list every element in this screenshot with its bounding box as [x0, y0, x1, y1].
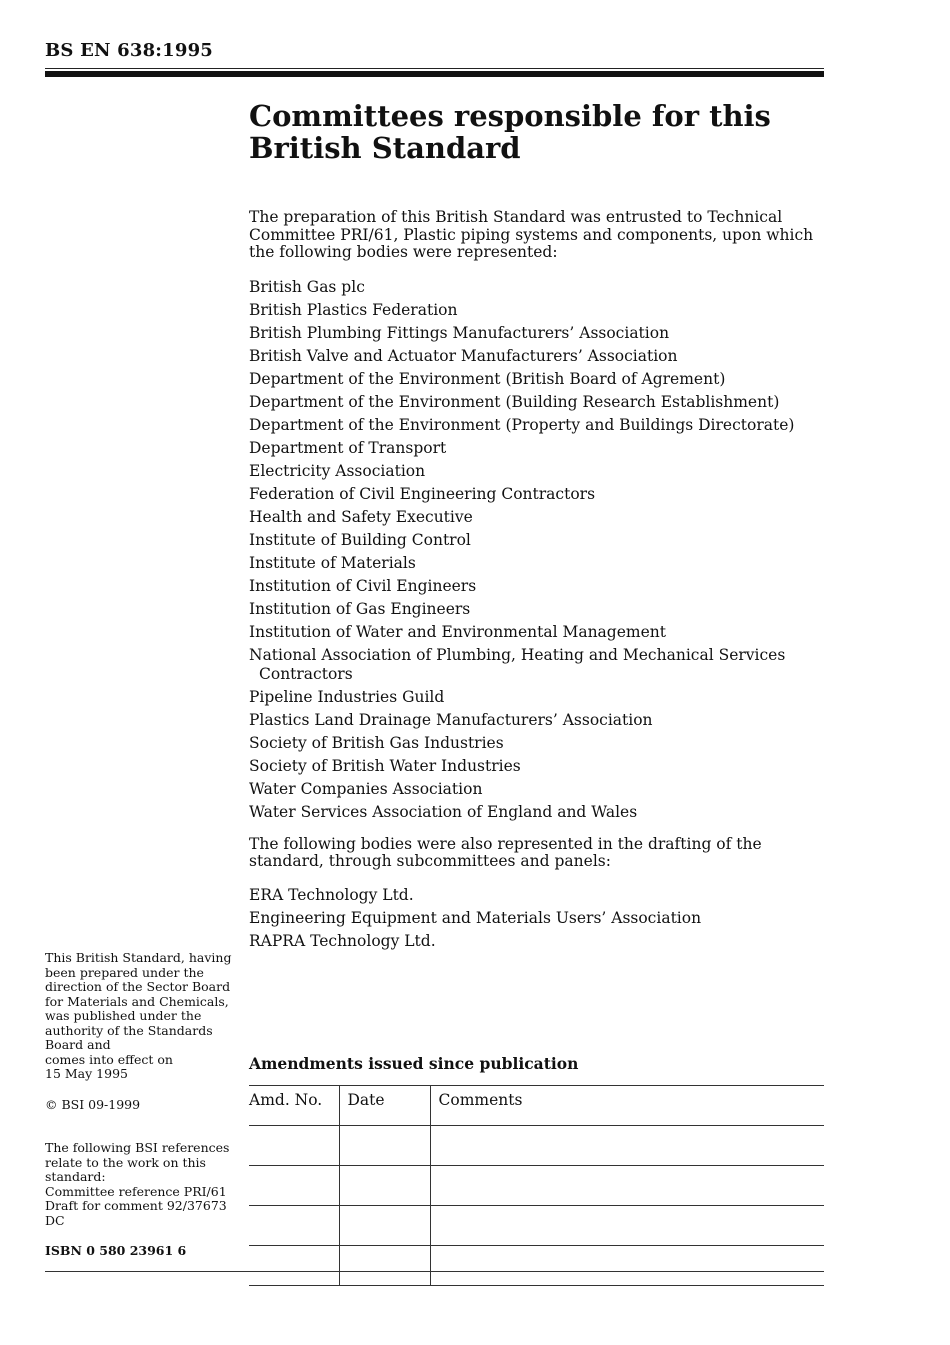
- copyright-note: © BSI 09-1999: [45, 1097, 141, 1112]
- represented-body: British Gas plc: [249, 277, 365, 296]
- amendment-row: [249, 1166, 824, 1206]
- header-rule-thin: [45, 68, 824, 69]
- represented-body: Department of Transport: [249, 438, 447, 457]
- isbn: ISBN 0 580 23961 6: [45, 1243, 187, 1258]
- amendment-cell: [430, 1246, 824, 1286]
- bsi-references-note: [45, 1141, 240, 1228]
- represented-body: Institute of Materials: [249, 553, 416, 572]
- amendment-cell: [339, 1206, 430, 1246]
- amendment-cell: [249, 1126, 339, 1166]
- amendments-table: [249, 1085, 824, 1286]
- note-line: for Materials and Chemicals,: [45, 993, 229, 1009]
- note-line: direction of the Sector Board: [45, 979, 231, 994]
- amendment-cell: [430, 1166, 824, 1206]
- publication-note: [45, 951, 240, 1082]
- represented-body: Health and Safety Executive: [249, 507, 473, 526]
- note-line: was published under the: [45, 1008, 202, 1023]
- amendment-cell: [339, 1166, 430, 1206]
- note-line: 15 May 1995: [45, 1066, 128, 1081]
- represented-body: Society of British Water Industries: [249, 756, 521, 775]
- amendment-cell: [249, 1246, 339, 1286]
- note-line: This British Standard, having: [45, 950, 232, 965]
- amendment-cell: [339, 1246, 430, 1286]
- note-line: been prepared under the: [45, 964, 204, 980]
- represented-body: Institution of Water and Environmental Management: [249, 622, 666, 641]
- amendment-row: [249, 1126, 824, 1166]
- amendment-cell: [430, 1126, 824, 1166]
- amendment-cell: [249, 1206, 339, 1246]
- amd-no-header: Amd. No.: [249, 1086, 339, 1126]
- amendment-cell: [249, 1166, 339, 1206]
- note-line: The following BSI references: [45, 1140, 230, 1155]
- amendment-cell: [430, 1206, 824, 1246]
- represented-body: Plastics Land Drainage Manufacturers’ Association: [249, 710, 653, 729]
- note-line: relate to the work on this: [45, 1154, 206, 1170]
- represented-body: British Valve and Actuator Manufacturers’ Association: [249, 346, 678, 365]
- represented-body: Department of the Environment (British Board of Agrement): [249, 369, 726, 388]
- represented-body: Pipeline Industries Guild: [249, 687, 445, 706]
- amendments-title: Amendments issued since publication: [249, 1054, 579, 1073]
- represented-body: Electricity Association: [249, 461, 426, 480]
- amendment-row: [249, 1246, 824, 1286]
- represented-bodies-list: [249, 278, 824, 822]
- also-represented-body: RAPRA Technology Ltd.: [249, 931, 436, 950]
- note-line: Committee reference PRI/61: [45, 1183, 227, 1199]
- bottom-rule: [45, 1271, 824, 1272]
- represented-body: Water Services Association of England and Wales: [249, 802, 638, 821]
- comments-header: Comments: [430, 1086, 824, 1126]
- represented-body: National Association of Plumbing, Heating and Mechanical Services Contractors: [249, 645, 786, 683]
- amendments-header-row: [249, 1086, 824, 1126]
- also-represented-body: Engineering Equipment and Materials Users’ Association: [249, 908, 702, 927]
- represented-body: Water Companies Association: [249, 779, 483, 798]
- note-line: Draft for comment 92/37673 DC: [45, 1198, 227, 1228]
- represented-body: Department of the Environment (Building Research Establishment): [249, 392, 780, 411]
- represented-body: Institute of Building Control: [249, 530, 471, 549]
- note-line: standard:: [45, 1169, 106, 1184]
- also-represented-paragraph: The following bodies were also represented in the drafting of the standard, through subcommittees and panels:: [249, 834, 762, 870]
- represented-body: Society of British Gas Industries: [249, 733, 504, 752]
- note-line: comes into effect on: [45, 1051, 173, 1067]
- represented-body: British Plastics Federation: [249, 300, 458, 319]
- page-title: Committees responsible for this British Standard: [249, 99, 771, 165]
- represented-body: Department of the Environment (Property and Buildings Directorate): [249, 415, 795, 434]
- date-header: Date: [339, 1086, 430, 1126]
- intro-paragraph: The preparation of this British Standard was entrusted to Technical Committee PRI/61, Plastic piping systems and components, upon which the following bodies were represented:: [249, 208, 814, 261]
- committee-section: [249, 209, 824, 955]
- represented-body: Institution of Civil Engineers: [249, 576, 477, 595]
- standard-id: BS EN 638:1995: [45, 40, 214, 61]
- also-represented-body: ERA Technology Ltd.: [249, 885, 414, 904]
- amendment-row: [249, 1206, 824, 1246]
- represented-body: British Plumbing Fittings Manufacturers’ Association: [249, 323, 670, 342]
- also-represented-bodies-list: [249, 886, 824, 951]
- note-line: authority of the Standards: [45, 1022, 213, 1038]
- represented-body: Federation of Civil Engineering Contractors: [249, 484, 596, 503]
- note-line: Board and: [45, 1037, 111, 1052]
- header-rule-thick: [45, 71, 824, 77]
- represented-body: Institution of Gas Engineers: [249, 599, 471, 618]
- amendment-cell: [339, 1126, 430, 1166]
